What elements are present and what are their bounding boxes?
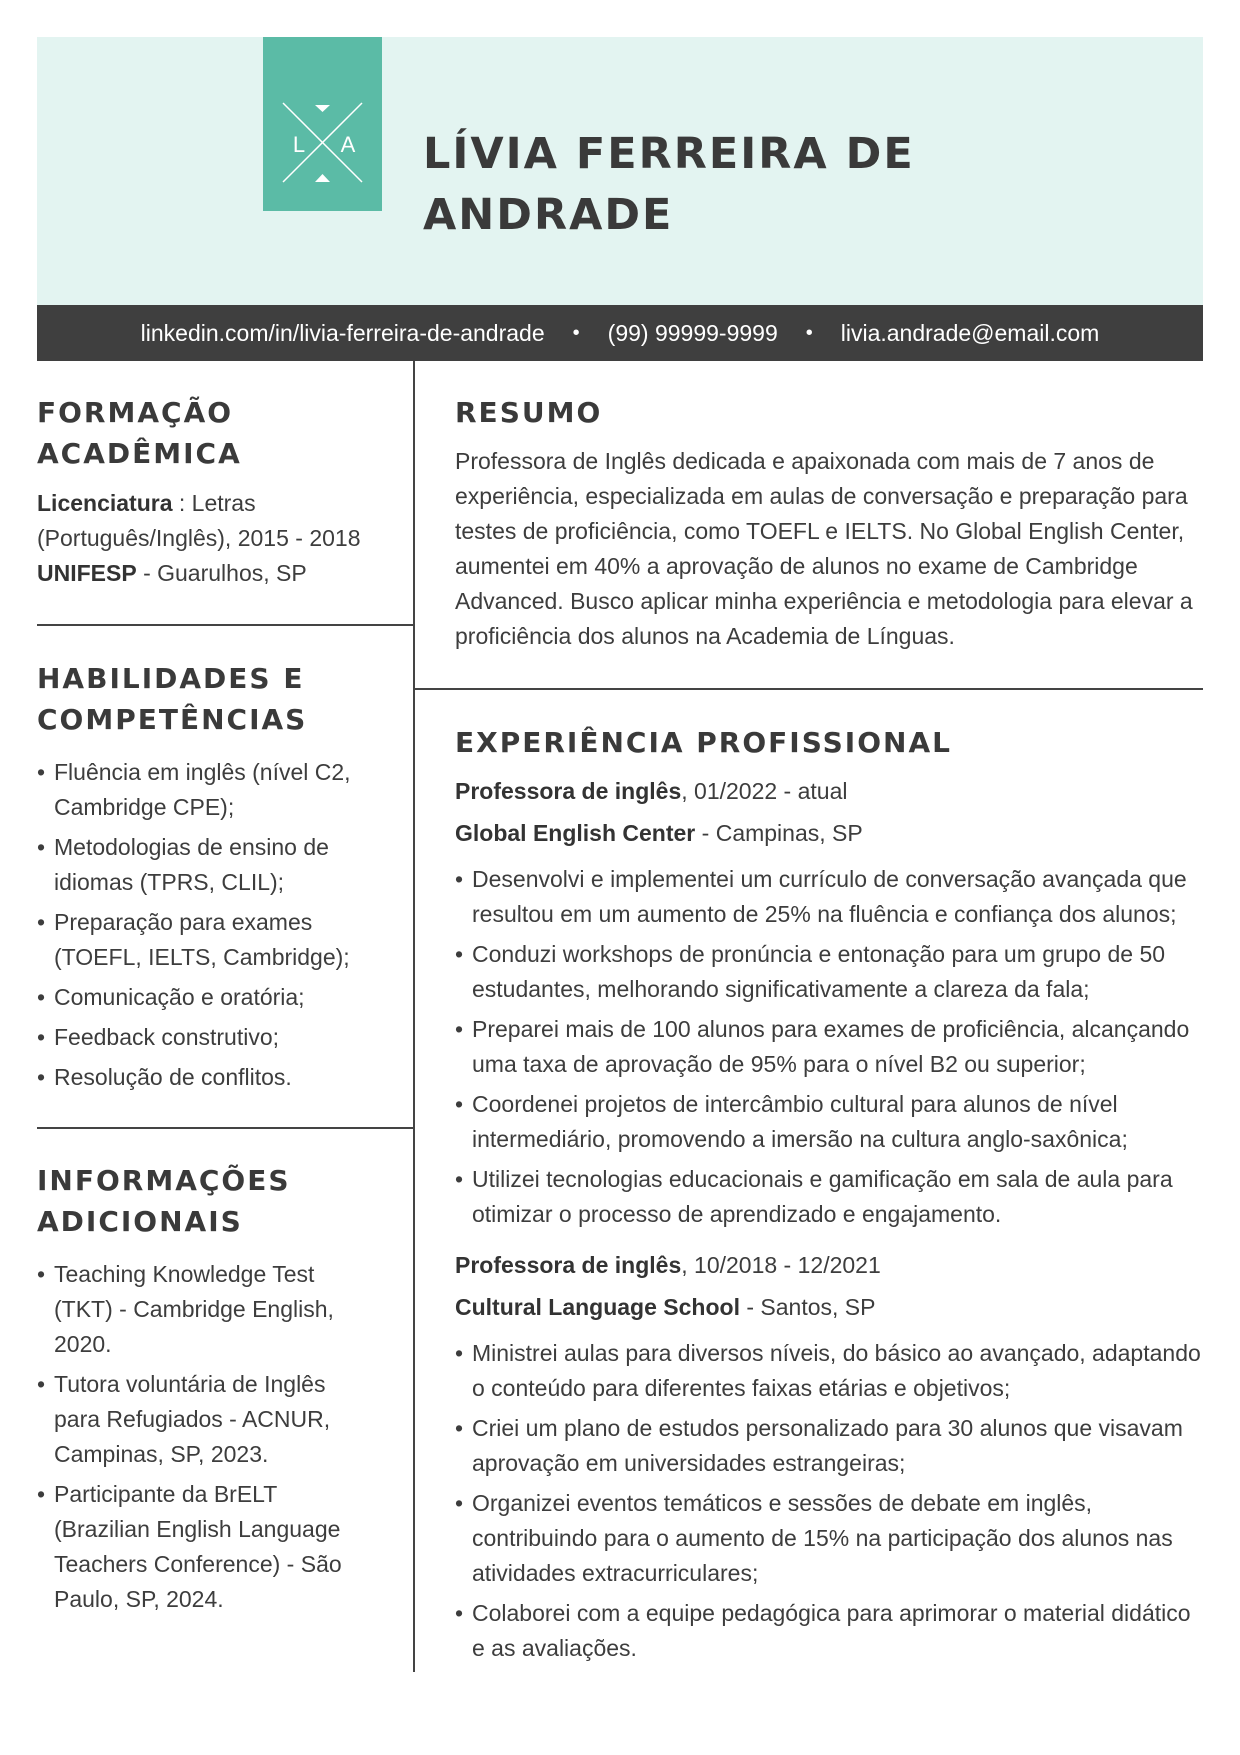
job-2-company-line xyxy=(455,1290,875,1325)
list-item: • Utilizei tecnologias educacionais e gamificação em sala de aula para otimizar o processo de aprendizado e engajamento. xyxy=(455,1162,1203,1232)
education-title-line-1: FORMAÇÃO xyxy=(37,396,234,429)
skills-list xyxy=(37,755,372,1100)
list-item: • Coordenei projetos de intercâmbio cultural para alunos de nível intermediário, promovendo a imersão na cultura anglo-saxônica; xyxy=(455,1087,1203,1157)
degree-detail-2: (Português/Inglês), 2015 - 2018 xyxy=(37,525,361,551)
experience-title-text: EXPERIÊNCIA PROFISSIONAL xyxy=(455,726,952,759)
list-item: • Organizei eventos temáticos e sessões de debate em inglês, contribuindo para o aumento de 15% na participação dos alunos nas atividades extracurriculares; xyxy=(455,1486,1203,1591)
monogram-logo xyxy=(263,37,382,211)
list-item: • Resolução de conflitos. xyxy=(37,1060,372,1095)
school-location: - Guarulhos, SP xyxy=(136,560,307,586)
experience-title xyxy=(455,722,952,763)
job-location: - Campinas, SP xyxy=(695,820,863,846)
summary-title-text: RESUMO xyxy=(455,396,603,429)
job-period: , 01/2022 - atual xyxy=(681,778,848,804)
job-1-company-line xyxy=(455,816,863,851)
linkedin-link[interactable]: linkedin.com/in/livia-ferreira-de-andrade xyxy=(140,319,545,346)
additional-title-line-2: ADICIONAIS xyxy=(37,1205,243,1238)
degree-detail: : Letras xyxy=(172,490,256,516)
list-item: • Teaching Knowledge Test (TKT) - Cambridge English, 2020. xyxy=(37,1257,357,1362)
section-divider xyxy=(37,1127,413,1129)
list-item: • Desenvolvi e implementei um currículo de conversação avançada que resultou em um aumento de 25% na fluência e confiança dos alunos; xyxy=(455,862,1203,932)
list-item: • Comunicação e oratória; xyxy=(37,980,372,1015)
additional-title-line-1: INFORMAÇÕES xyxy=(37,1164,291,1197)
list-item: • Preparei mais de 100 alunos para exames de proficiência, alcançando uma taxa de aprovação de 95% para o nível B2 ou superior; xyxy=(455,1012,1203,1082)
contact-separator: • xyxy=(572,321,580,344)
job-1-bullets xyxy=(455,862,1203,1237)
list-item: • Metodologias de ensino de idiomas (TPRS, CLIL); xyxy=(37,830,372,900)
summary-text: Professora de Inglês dedicada e apaixonada com mais de 7 anos de experiência, especializada em aulas de conversação e preparação para testes de proficiência, como TOEFL e IELTS. No Global English Center, aumentei em 40% a aprovação de alunos no exame de Cambridge Advanced. Busco aplicar minha experiência e metodologia para elevar a proficiência dos alunos na Academia de Línguas. xyxy=(455,448,1193,649)
education-entry xyxy=(37,486,407,591)
skills-title-line-2: COMPETÊNCIAS xyxy=(37,703,308,736)
job-2-bullets xyxy=(455,1336,1203,1671)
job-company: Global English Center xyxy=(455,820,696,846)
column-divider xyxy=(413,361,415,1672)
job-company: Cultural Language School xyxy=(455,1294,740,1320)
summary-title xyxy=(455,392,602,433)
degree-name: Licenciatura xyxy=(37,490,173,516)
school-name: UNIFESP xyxy=(37,560,137,586)
candidate-name xyxy=(423,124,915,246)
list-item: • Preparação para exames (TOEFL, IELTS, Cambridge); xyxy=(37,905,372,975)
list-item: • Feedback construtivo; xyxy=(37,1020,372,1055)
name-line-1: LÍVIA FERREIRA DE xyxy=(423,129,915,179)
list-item: • Criei um plano de estudos personalizado para 30 alunos que visavam aprovação em universidades estrangeiras; xyxy=(455,1411,1203,1481)
additional-title xyxy=(37,1160,291,1242)
education-title-line-2: ACADÊMICA xyxy=(37,437,242,470)
list-item: • Participante da BrELT (Brazilian English Language Teachers Conference) - São Paulo, SP, 2024. xyxy=(37,1477,357,1617)
contact-separator: • xyxy=(805,321,813,344)
list-item: • Colaborei com a equipe pedagógica para aprimorar o material didático e as avaliações. xyxy=(455,1596,1203,1666)
section-divider xyxy=(37,624,413,626)
job-location: - Santos, SP xyxy=(739,1294,876,1320)
email-link[interactable]: livia.andrade@email.com xyxy=(840,319,1100,346)
job-role: Professora de inglês xyxy=(455,1252,682,1278)
job-role: Professora de inglês xyxy=(455,778,682,804)
section-divider xyxy=(413,688,1203,690)
monogram-cross-icon xyxy=(263,37,382,211)
job-period: , 10/2018 - 12/2021 xyxy=(681,1252,881,1278)
list-item: • Fluência em inglês (nível C2, Cambridge CPE); xyxy=(37,755,372,825)
list-item: • Ministrei aulas para diversos níveis, do básico ao avançado, adaptando o conteúdo para diferentes faixas etárias e objetivos; xyxy=(455,1336,1203,1406)
phone-number[interactable]: (99) 99999-9999 xyxy=(607,319,778,346)
skills-title-line-1: HABILIDADES E xyxy=(37,662,305,695)
job-1-role-line xyxy=(455,774,847,809)
list-item: • Tutora voluntária de Inglês para Refugiados - ACNUR, Campinas, SP, 2023. xyxy=(37,1367,357,1472)
list-item: • Conduzi workshops de pronúncia e entonação para um grupo de 50 estudantes, melhorando significativamente a clareza da fala; xyxy=(455,937,1203,1007)
monogram-left-letter: L xyxy=(292,132,306,157)
name-line-2: ANDRADE xyxy=(423,190,674,240)
additional-list xyxy=(37,1257,357,1622)
skills-title xyxy=(37,658,307,740)
contact-bar xyxy=(37,305,1203,361)
job-2-role-line xyxy=(455,1248,881,1283)
monogram-right-letter: A xyxy=(340,132,356,157)
education-title xyxy=(37,392,242,474)
